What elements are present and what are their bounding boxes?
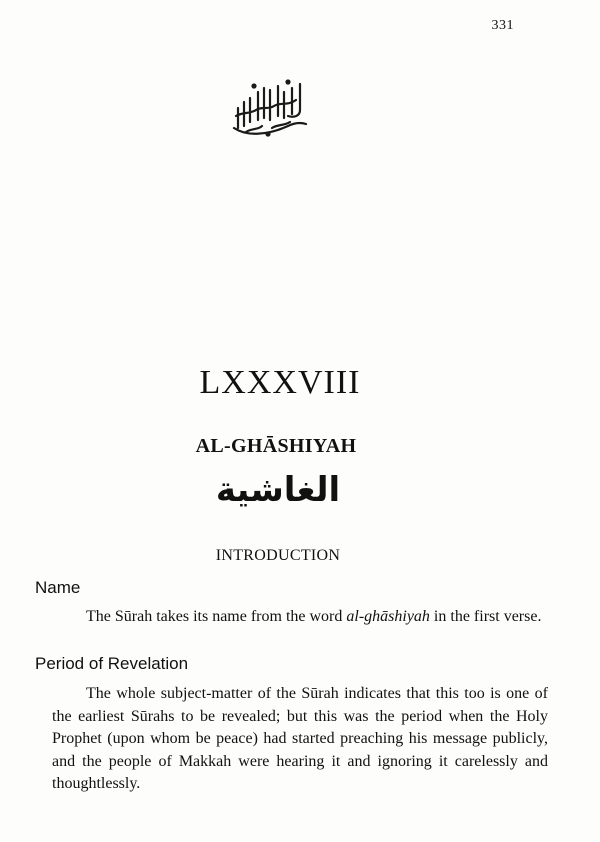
name-term: al-ghāshiyah	[346, 608, 430, 625]
name-section-heading: Name	[35, 578, 81, 597]
name-section-paragraph	[52, 606, 548, 629]
period-section-heading: Period of Revelation	[35, 654, 189, 673]
period-text: The whole subject-matter of the Sūrah indicates that this too is one of the earliest Sūrahs to be revealed; but this was the period when the Holy Prophet (upon whom be peace) had started preaching his message publicly, and the people of Makkah were hearing it and ignoring it carelessly and thoughtlessly.	[52, 685, 548, 792]
name-text-after: in the first verse.	[429, 608, 542, 625]
surah-name-title: AL-GHĀSHIYAH	[195, 435, 357, 457]
period-section-paragraph	[52, 683, 548, 796]
surah-number: LXXXVIII	[199, 364, 361, 401]
introduction-heading: INTRODUCTION	[215, 547, 341, 564]
page-number: 331	[491, 18, 514, 33]
bismillah-calligraphy	[228, 78, 312, 140]
surah-name-arabic: الغاشية	[215, 470, 341, 510]
name-text-before: The Sūrah takes its name from the word	[86, 608, 347, 625]
